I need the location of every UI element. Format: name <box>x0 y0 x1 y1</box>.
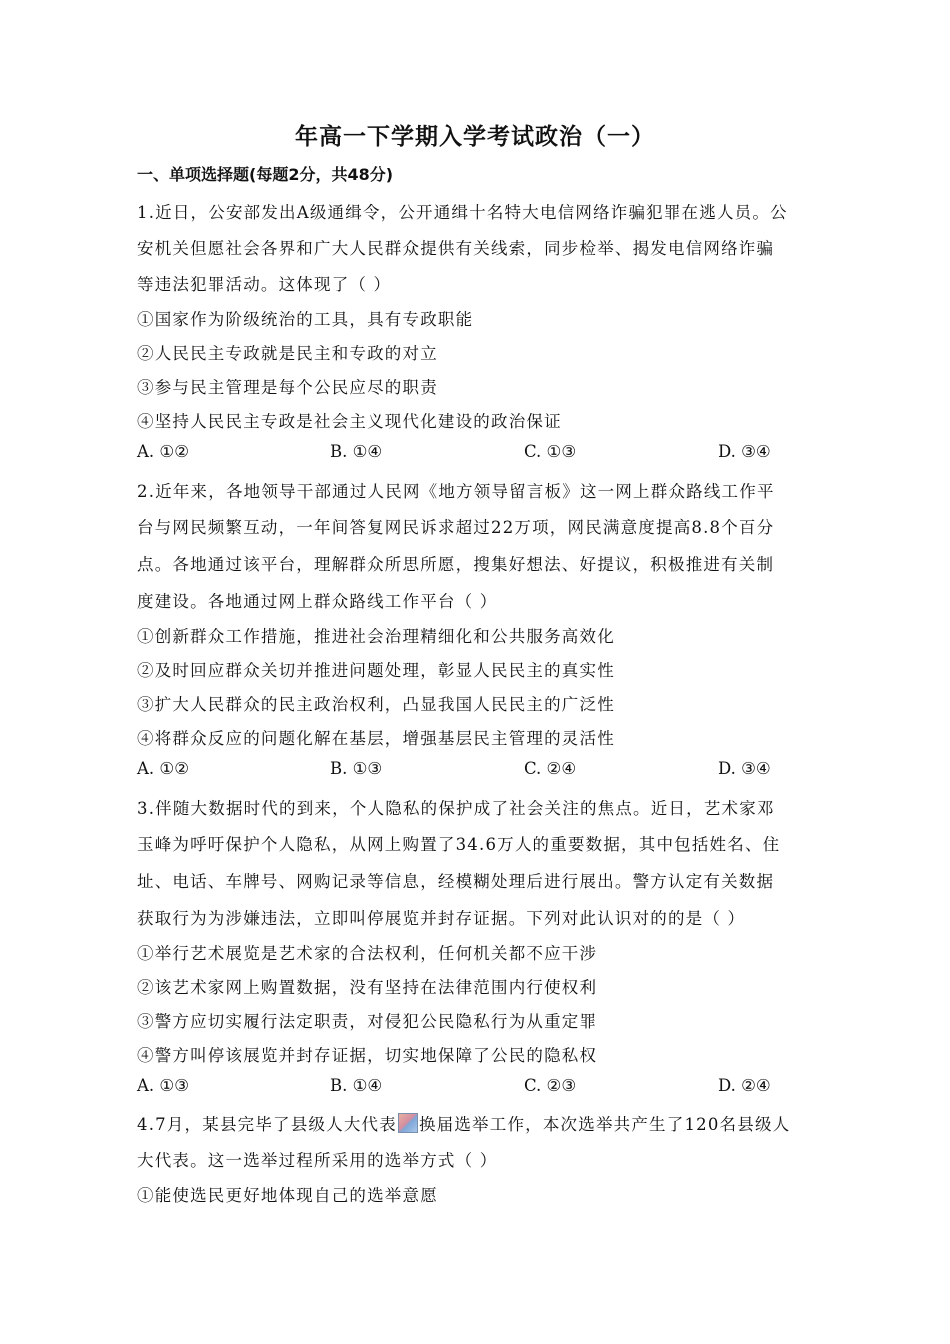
q1-statement: ①国家作为阶级统治的工具，具有专政职能 <box>137 310 474 329</box>
section-heading: 一、单项选择题(每题2分，共48分) <box>137 165 394 184</box>
q3-option-a: A. ①③ <box>137 1076 189 1095</box>
q2-statement: ④将群众反应的问题化解在基层，增强基层民主管理的灵活性 <box>137 729 615 748</box>
q2-stem-line: 点。各地通过该平台，理解群众所思所愿，搜集好想法、好提议，积极推进有关制 <box>137 555 775 574</box>
q2-stem-line: 2.近年来，各地领导干部通过人民网《地方领导留言板》这一网上群众路线工作平 <box>137 482 775 501</box>
q2-statement: ①创新群众工作措施，推进社会治理精细化和公共服务高效化 <box>137 627 615 646</box>
q2-statement: ③扩大人民群众的民主政治权利，凸显我国人民民主的广泛性 <box>137 695 615 714</box>
q4-stem-line: 大代表。这一选举过程所采用的选举方式（ ） <box>137 1151 498 1170</box>
q3-option-c: C. ②③ <box>524 1076 577 1095</box>
q3-stem-line: 址、电话、车牌号、网购记录等信息，经模糊处理后进行展出。警方认定有关数据 <box>137 872 775 891</box>
q3-stem-line: 玉峰为呼吁保护个人隐私，从网上购置了34.6万人的重要数据，其中包括姓名、住 <box>137 835 781 854</box>
q1-stem-line: 安机关但愿社会各界和广大人民群众提供有关线索，同步检举、揭发电信网络诈骗 <box>137 239 775 258</box>
q3-option-b: B. ①④ <box>330 1076 383 1095</box>
q3-statement: ④警方叫停该展览并封存证据，切实地保障了公民的隐私权 <box>137 1046 598 1065</box>
q1-statement: ④坚持人民民主专政是社会主义现代化建设的政治保证 <box>137 412 562 431</box>
broken-image-icon <box>398 1113 418 1133</box>
q2-statement: ②及时回应群众关切并推进问题处理，彰显人民民主的真实性 <box>137 661 615 680</box>
q3-stem-line: 获取行为为涉嫌违法，立即叫停展览并封存证据。下列对此认识对的的是（ ） <box>137 909 746 928</box>
q3-statement: ①举行艺术展览是艺术家的合法权利，任何机关都不应干涉 <box>137 944 598 963</box>
q3-statement: ③警方应切实履行法定职责，对侵犯公民隐私行为从重定罪 <box>137 1012 598 1031</box>
q1-statement: ③参与民主管理是每个公民应尽的职责 <box>137 378 438 397</box>
q4-statement: ①能使选民更好地体现自己的选举意愿 <box>137 1186 438 1205</box>
q1-option-d: D. ③④ <box>718 442 771 461</box>
q1-statement: ②人民民主专政就是民主和专政的对立 <box>137 344 438 363</box>
q2-option-c: C. ②④ <box>524 759 577 778</box>
q1-stem-line: 等违法犯罪活动。这体现了（ ） <box>137 275 392 294</box>
q1-option-b: B. ①④ <box>330 442 383 461</box>
q1-option-a: A. ①② <box>137 442 189 461</box>
q3-option-d: D. ②④ <box>718 1076 771 1095</box>
q2-stem-line: 台与网民频繁互动，一年间答复网民诉求超过22万项，网民满意度提高8.8个百分 <box>137 518 775 537</box>
page-title: 年高一下学期入学考试政治（一） <box>295 124 655 150</box>
q2-option-d: D. ③④ <box>718 759 771 778</box>
q2-option-b: B. ①③ <box>330 759 383 778</box>
q1-stem-line: 1.近日，公安部发出A级通缉令，公开通缉十名特大电信网络诈骗犯罪在逃人员。公 <box>137 203 788 222</box>
q4-stem-before-image: 4.7月，某县完毕了县级人大代表 <box>137 1115 397 1134</box>
q2-stem-line: 度建设。各地通过网上群众路线工作平台（ ） <box>137 592 498 611</box>
q3-stem-line: 3.伴随大数据时代的到来，个人隐私的保护成了社会关注的焦点。近日，艺术家邓 <box>137 799 775 818</box>
q2-option-a: A. ①② <box>137 759 189 778</box>
q1-option-c: C. ①③ <box>524 442 577 461</box>
q4-stem-line <box>137 1111 790 1135</box>
q3-statement: ②该艺术家网上购置数据，没有坚持在法律范围内行使权利 <box>137 978 598 997</box>
q4-stem-after-image: 换届选举工作，本次选举共产生了120名县级人 <box>418 1115 791 1134</box>
